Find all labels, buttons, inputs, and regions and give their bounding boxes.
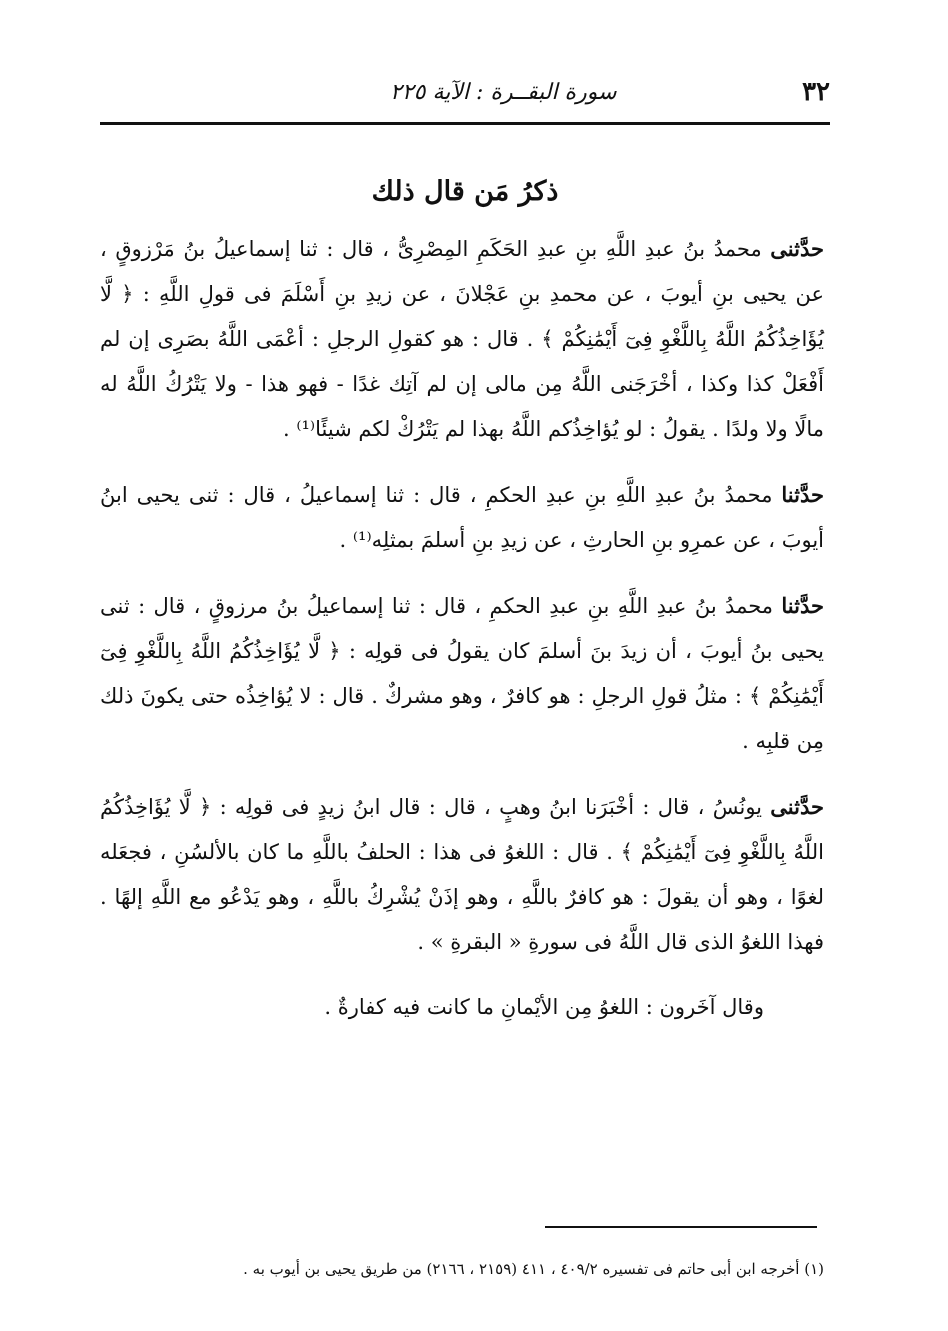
closing-line: وقال آخَرون : اللغوُ مِن الأيْمانِ ما كانت فيه كفارةٌ . [324,995,764,1019]
paragraph [100,226,824,452]
paragraph-lead: حدَّثنا [781,482,824,507]
paragraph-text: محمدُ بنُ عبدِ اللَّهِ بنِ عبدِ الحكمِ ، قال : ثنا إسماعيلُ ، قال : ثنى يحيى ابنُ أيوبَ ، عن عمرِو بنِ الحارثِ ، عن زيدِ بنِ أسلمَ بمثلِه⁽¹⁾ . [100,483,824,552]
header-rule [100,122,830,125]
paragraph-lead: حدَّثنى [770,236,824,261]
footnote-rule [545,1226,817,1228]
paragraph [100,784,824,965]
body-text [100,226,824,1030]
running-title: سورة البقــرة : الآية ٢٢٥ [390,79,617,105]
paragraph-text: محمدُ بنُ عبدِ اللَّهِ بنِ عبدِ الحَكَمِ المِصْرِىُّ ، قال : ثنا إسماعيلُ بنُ مَرْزوقٍ ، عن يحيى بنِ أيوبَ ، عن محمدِ بنِ عَجْلانَ ، عن زيدِ بنِ أَسْلَمَ فى قولِ اللَّهِ : ﴿ لَّا يُؤَاخِذُكُمُ اللَّهُ بِاللَّغْوِ فِىٓ أَيْمَٰنِكُمْ ﴾ . قال : هو كقولِ الرجلِ : أعْمَى اللَّهُ بصَرِى إن لم أَفْعَلْ كذا وكذا ، أخْرَجَنى اللَّهُ مِن مالى إن لم آتِك غدًا - فهو هذا - ولا يَتْرُكُ اللَّهُ له مالًا ولا ولدًا . يقولُ : لو يُؤاخِذُكم اللَّهُ بهذا لم يَتْرُكْ لكم شيئًا⁽¹⁾ . [100,237,824,441]
paragraph [100,583,824,764]
paragraph-text: يونُسُ ، قال : أخْبَرَنا ابنُ وهبٍ ، قال : قال ابنُ زيدٍ فى قولِه : ﴿ لَّا يُؤَاخِذُكُمُ اللَّهُ بِاللَّغْوِ فِىٓ أَيْمَٰنِكُمْ ﴾ . قال : اللغوُ فى هذا : الحلفُ باللَّهِ ما كان بالألسُنِ ، فجعَله لغوًا ، وهو أن يقولَ : هو كافرٌ باللَّهِ ، وهو إذَنْ يُشْرِكُ باللَّهِ ، وهو يَدْعُو مع اللَّهِ إلهًا . فهذا اللغوُ الذى قال اللَّهُ فى سورةِ « البقرةِ » . [100,795,824,954]
paragraph-lead: حدَّثنا [781,593,824,618]
footnote: (١) أخرجه ابن أبى حاتم فى تفسيره ٤٠٩/٢ ، ٤١١ (٢١٥٩ ، ٢١٦٦) من طريق يحيى بن أيوب به . [243,1260,824,1278]
paragraph [100,472,824,563]
paragraph-text: محمدُ بنُ عبدِ اللَّهِ بنِ عبدِ الحكمِ ، قال : ثنا إسماعيلُ بنُ مرزوقٍ ، قال : ثنى يحيى بنُ أيوبَ ، أن زيدَ بنَ أسلمَ كان يقولُ فى قولِه : ﴿ لَّا يُؤَاخِذُكُمُ اللَّهُ بِاللَّغْوِ فِىٓ أَيْمَٰنِكُمْ ﴾ : مثلُ قولِ الرجلِ : هو كافرٌ ، وهو مشركٌ . قال : لا يُؤاخِذُه حتى يكونَ ذلك مِن قلبِه . [100,594,824,753]
page-header [100,70,830,114]
section-heading: ذكرُ مَن قال ذلك [371,176,559,207]
paragraph-lead: حدَّثنى [770,794,824,819]
page-number: ٣٢ [802,77,830,107]
